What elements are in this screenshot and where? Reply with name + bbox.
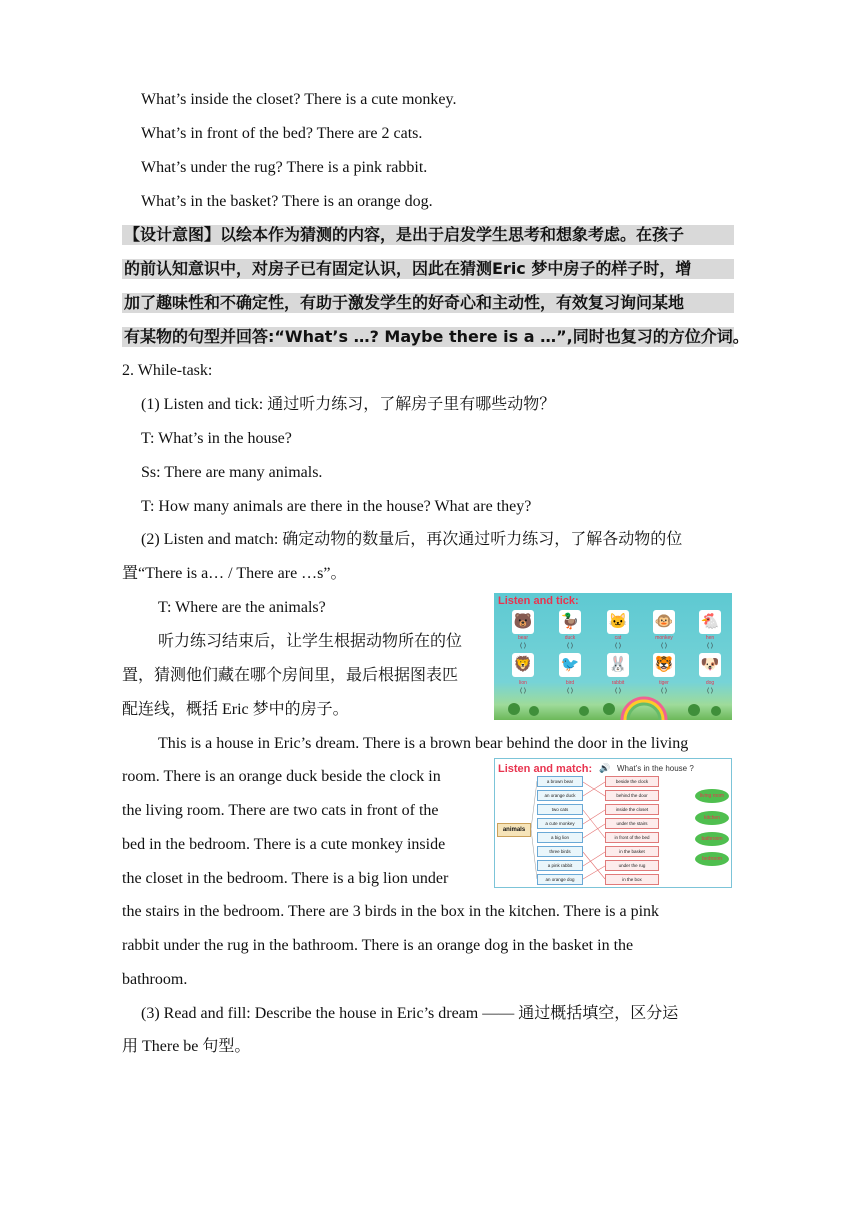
section-heading: 2. While-task: [122, 362, 213, 379]
tick-parentheses: ( ) [661, 688, 667, 694]
body-line: bathroom. [122, 971, 188, 988]
animal-label: monkey [655, 635, 673, 641]
location-phrase-box: in the box [605, 874, 659, 885]
room-label: living room [695, 789, 729, 803]
location-phrase-box: beside the clock [605, 776, 659, 787]
listen-match-title: Listen and match: [498, 763, 593, 775]
listen-and-match-image [494, 758, 732, 888]
tick-parentheses: ( ) [520, 643, 526, 649]
listen-tick-title: Listen and tick: [498, 595, 579, 607]
body-line: room. There is an orange duck beside the clock in [122, 768, 441, 785]
animal-label: bear [517, 635, 528, 641]
animal-phrase-box: a brown bear [537, 776, 583, 787]
animal-phrase-box: a cute monkey [537, 818, 583, 829]
monkey-icon: 🐵 [653, 610, 675, 634]
body-line: Ss: There are many animals. [141, 464, 323, 481]
animal-label: duck [564, 635, 576, 641]
location-phrase-box: inside the closet [605, 804, 659, 815]
animal-phrase-box: a big lion [537, 832, 583, 843]
duck-icon: 🦆 [559, 610, 581, 634]
animal-phrase-box: two cats [537, 804, 583, 815]
location-phrase-box: under the rug [605, 860, 659, 871]
animal-label: hen [705, 635, 715, 641]
body-line: the living room. There are two cats in front of the [122, 802, 439, 819]
dog-icon: 🐶 [699, 653, 721, 677]
bird-icon: 🐦 [559, 653, 581, 677]
speaker-icon: 🔊 [599, 763, 611, 773]
tick-parentheses: ( ) [707, 643, 713, 649]
animal-phrase-box: an orange dog [537, 874, 583, 885]
bear-icon: 🐻 [512, 610, 534, 634]
design-intent-line-4: 有某物的句型并回答:“What’s …? Maybe there is a …”,同时也复习的方位介词。 [124, 327, 749, 346]
animal-phrase-box: an orange duck [537, 790, 583, 801]
rabbit-icon: 🐰 [607, 653, 629, 677]
location-phrase-box: in the basket [605, 846, 659, 857]
room-label: kitchen [695, 811, 729, 825]
body-line: bed in the bedroom. There is a cute monkey inside [122, 836, 446, 853]
animal-label: lion [519, 680, 527, 686]
body-line: (1) Listen and tick: 通过听力练习，了解房子里有哪些动物？ [141, 396, 556, 413]
tick-parentheses: ( ) [615, 688, 621, 694]
room-label: bedroom [695, 852, 729, 866]
tick-parentheses: ( ) [615, 643, 621, 649]
qa-line-4: What’s in the basket? There is an orange dog. [141, 193, 433, 210]
body-line: 听力练习结束后，让学生根据动物所在的位 [158, 633, 463, 650]
body-line: (3) Read and fill: Describe the house in Eric’s dream —— 通过概括填空，区分运 [141, 1005, 679, 1022]
location-phrase-box: in front of the bed [605, 832, 659, 843]
design-intent-line-2: 的前认知意识中，对房子已有固定认识，因此在猜测Eric 梦中房子的样子时，增 [122, 259, 734, 279]
body-line: (2) Listen and match: 确定动物的数量后，再次通过听力练习，了解各动物的位 [141, 531, 683, 548]
animals-label: animals [497, 823, 531, 837]
design-intent-line-3: 加了趣味性和不确定性，有助于激发学生的好奇心和主动性，有效复习询问某地 [122, 293, 734, 313]
body-line: 置，猜测他们藏在哪个房间里，最后根据图表匹 [122, 667, 459, 684]
tiger-icon: 🐯 [653, 653, 675, 677]
listen-and-tick-image [494, 593, 732, 720]
rainbow-icon [494, 593, 732, 720]
qa-line-2: What’s in front of the bed? There are 2 cats. [141, 125, 423, 142]
body-line: the closet in the bedroom. There is a big lion under [122, 870, 449, 887]
location-phrase-box: behind the door [605, 790, 659, 801]
body-line: the stairs in the bedroom. There are 3 birds in the box in the kitchen. There is a pink [122, 903, 660, 920]
animal-phrase-box: a pink rabbit [537, 860, 583, 871]
cat-icon: 🐱 [607, 610, 629, 634]
qa-line-3: What’s under the rug? There is a pink rabbit. [141, 159, 428, 176]
qa-line-1: What’s inside the closet? There is a cute monkey. [141, 91, 457, 108]
animal-label: dog [705, 680, 715, 686]
tick-parentheses: ( ) [661, 643, 667, 649]
animal-phrase-box: three birds [537, 846, 583, 857]
hen-icon: 🐔 [699, 610, 721, 634]
tick-parentheses: ( ) [520, 688, 526, 694]
animal-label: bird [565, 680, 575, 686]
room-label: bathroom [695, 832, 729, 846]
tick-parentheses: ( ) [567, 643, 573, 649]
tick-parentheses: ( ) [707, 688, 713, 694]
design-intent-line-1: 【设计意图】以绘本作为猜测的内容，是出于启发学生思考和想象考虑。在孩子 [122, 225, 734, 245]
tick-parentheses: ( ) [567, 688, 573, 694]
body-line: This is a house in Eric’s dream. There is a brown bear behind the door in the living [158, 735, 689, 752]
body-line: rabbit under the rug in the bathroom. There is an orange dog in the basket in the [122, 937, 634, 954]
body-line: T: Where are the animals? [158, 599, 326, 616]
lion-icon: 🦁 [512, 653, 534, 677]
body-line: T: How many animals are there in the house? What are they? [141, 498, 532, 515]
animal-label: rabbit [611, 680, 625, 686]
body-line: T: What’s in the house? [141, 430, 292, 447]
animal-label: tiger [659, 680, 669, 686]
animal-label: cat [614, 635, 622, 641]
body-line: 置“There is a… / There are …s”。 [122, 565, 347, 582]
body-line: 用 There be 句型。 [122, 1038, 251, 1055]
listen-match-question: What’s in the house ? [617, 764, 694, 773]
body-line: 配连线，概括 Eric 梦中的房子。 [122, 701, 349, 718]
location-phrase-box: under the stairs [605, 818, 659, 829]
